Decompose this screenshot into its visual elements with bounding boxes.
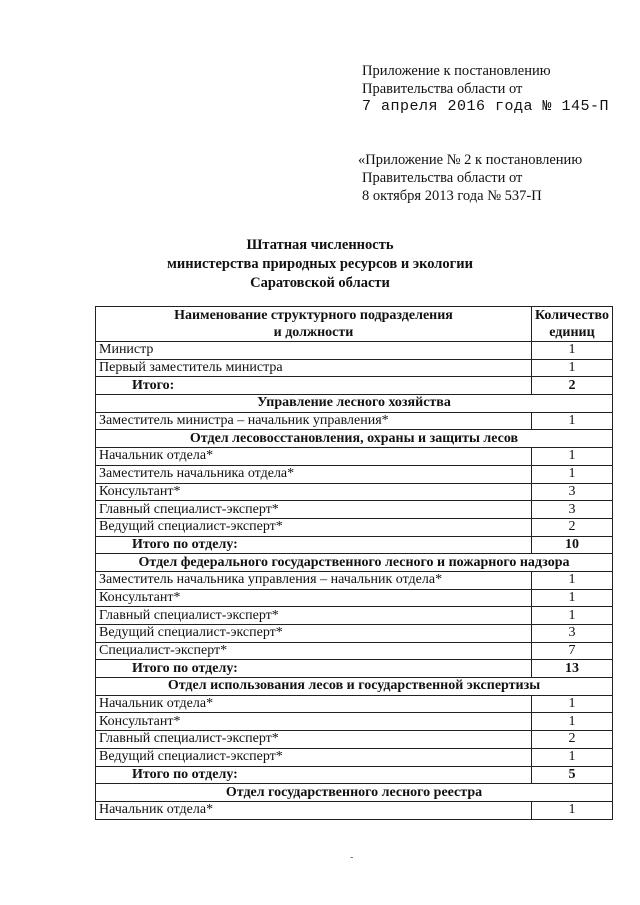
table-row — [96, 501, 613, 519]
table-row — [96, 607, 613, 625]
title-line-3: Саратовской области — [250, 275, 390, 291]
column-header-qty-line2: единиц — [549, 325, 595, 340]
position-qty: 1 — [531, 412, 612, 430]
table-row — [96, 342, 613, 360]
position-qty: 3 — [531, 501, 612, 519]
table-row — [96, 589, 613, 607]
appendix-line-1: Приложение к постановлению — [362, 63, 551, 79]
position-qty: 1 — [531, 801, 612, 819]
section-title: Отдел государственного лесного реестра — [96, 784, 613, 802]
position-qty: 7 — [531, 642, 612, 660]
total-qty: 2 — [531, 377, 612, 395]
position-name: Специалист-эксперт* — [96, 642, 532, 660]
position-name: Главный специалист-эксперт* — [96, 501, 532, 519]
column-header-name-line2: и должности — [273, 325, 354, 340]
original-line-3: 8 октября 2013 года № 537-П — [362, 188, 542, 204]
position-name: Консультант* — [96, 483, 532, 501]
position-qty: 3 — [531, 483, 612, 501]
position-qty: 1 — [531, 607, 612, 625]
section-title: Отдел использования лесов и государственной экспертизы — [96, 678, 613, 696]
appendix-header — [362, 62, 609, 116]
total-row — [96, 536, 613, 554]
position-qty: 1 — [531, 713, 612, 731]
position-qty: 1 — [531, 359, 612, 377]
original-line-1: «Приложение № 2 к постановлению — [358, 152, 583, 168]
position-name: Консультант* — [96, 713, 532, 731]
total-qty: 10 — [531, 536, 612, 554]
column-header-qty-line1: Количество — [534, 308, 609, 323]
position-name: Заместитель начальника управления – начальник отдела* — [96, 571, 532, 589]
section-title: Отдел лесовосстановления, охраны и защиты лесов — [96, 430, 613, 448]
position-name: Ведущий специалист-эксперт* — [96, 748, 532, 766]
section-title: Отдел федерального государственного лесного и пожарного надзора — [96, 554, 613, 572]
section-title: Управление лесного хозяйства — [96, 395, 613, 413]
column-header-qty — [531, 307, 612, 342]
table-row — [96, 748, 613, 766]
table-row — [96, 448, 613, 466]
total-qty: 5 — [531, 766, 612, 784]
section-row — [96, 554, 613, 572]
page-mark: - — [350, 852, 354, 863]
table-row — [96, 713, 613, 731]
position-name: Консультант* — [96, 589, 532, 607]
title-line-2: министерства природных ресурсов и экологии — [167, 256, 473, 272]
table-header-row — [96, 307, 613, 342]
table-row — [96, 412, 613, 430]
total-row — [96, 377, 613, 395]
total-label: Итого: — [96, 377, 532, 395]
position-name: Главный специалист-эксперт* — [96, 731, 532, 749]
table-row — [96, 625, 613, 643]
position-name: Заместитель министра – начальник управления* — [96, 412, 532, 430]
total-qty: 13 — [531, 660, 612, 678]
table-row — [96, 695, 613, 713]
total-label: Итого по отделу: — [96, 766, 532, 784]
position-name: Первый заместитель министра — [96, 359, 532, 377]
position-qty: 1 — [531, 571, 612, 589]
position-qty: 1 — [531, 448, 612, 466]
position-qty: 1 — [531, 342, 612, 360]
section-row — [96, 678, 613, 696]
position-name: Ведущий специалист-эксперт* — [96, 518, 532, 536]
table-row — [96, 731, 613, 749]
title-line-1: Штатная численность — [246, 237, 394, 253]
section-row — [96, 430, 613, 448]
table-row — [96, 642, 613, 660]
appendix-date-handwritten: 7 апреля 2016 года № 145-П — [362, 98, 610, 115]
table-row — [96, 518, 613, 536]
table-row — [96, 571, 613, 589]
position-name: Начальник отдела* — [96, 695, 532, 713]
position-qty: 1 — [531, 695, 612, 713]
appendix-line-2: Правительства области от — [362, 81, 523, 97]
column-header-name — [96, 307, 532, 342]
position-name: Начальник отдела* — [96, 448, 532, 466]
column-header-name-line1: Наименование структурного подразделения — [174, 308, 453, 323]
position-qty: 1 — [531, 589, 612, 607]
position-qty: 2 — [531, 731, 612, 749]
total-row — [96, 766, 613, 784]
position-name: Министр — [96, 342, 532, 360]
position-qty: 1 — [531, 748, 612, 766]
table-row — [96, 801, 613, 819]
section-row — [96, 784, 613, 802]
position-qty: 1 — [531, 465, 612, 483]
position-qty: 3 — [531, 625, 612, 643]
total-label: Итого по отделу: — [96, 536, 532, 554]
section-row — [96, 395, 613, 413]
original-line-2: Правительства области от — [362, 170, 523, 186]
table-row — [96, 465, 613, 483]
position-name: Ведущий специалист-эксперт* — [96, 625, 532, 643]
total-label: Итого по отделу: — [96, 660, 532, 678]
document-title — [0, 236, 640, 293]
total-row — [96, 660, 613, 678]
position-name: Начальник отдела* — [96, 801, 532, 819]
position-name: Главный специалист-эксперт* — [96, 607, 532, 625]
table-row — [96, 359, 613, 377]
table-row — [96, 483, 613, 501]
position-qty: 2 — [531, 518, 612, 536]
position-name: Заместитель начальника отдела* — [96, 465, 532, 483]
staff-table — [95, 306, 613, 820]
original-appendix-header — [358, 151, 582, 205]
